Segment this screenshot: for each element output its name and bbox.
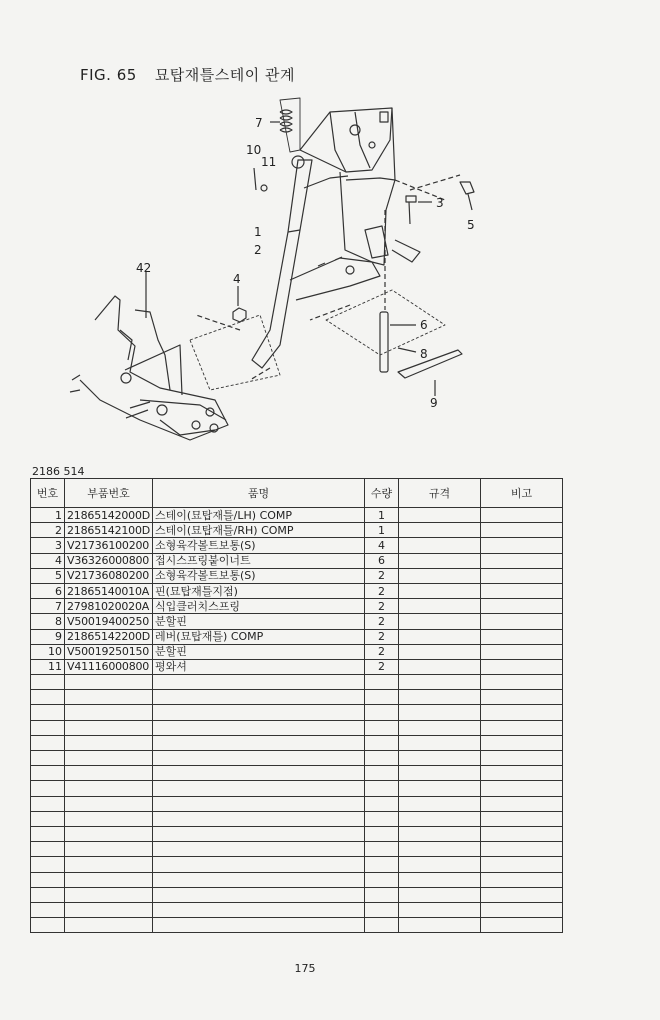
cell-spec <box>399 599 481 614</box>
table-row-empty <box>31 690 563 705</box>
empty-cell <box>31 826 65 841</box>
empty-cell <box>399 705 481 720</box>
empty-cell <box>399 902 481 917</box>
empty-cell <box>481 796 563 811</box>
empty-cell <box>65 735 153 750</box>
cell-no: 1 <box>31 508 65 523</box>
empty-cell <box>365 766 399 781</box>
cell-qty: 2 <box>365 629 399 644</box>
cell-remarks <box>481 553 563 568</box>
empty-cell <box>65 811 153 826</box>
table-row-empty <box>31 811 563 826</box>
figure-title: 묘탑재틀스테이 관계 <box>154 66 295 84</box>
document-number: 2186 514 <box>32 465 85 478</box>
cell-code: V21736100200 <box>65 538 153 553</box>
cell-remarks <box>481 614 563 629</box>
exploded-parts-diagram <box>0 90 660 465</box>
cell-spec <box>399 568 481 583</box>
table-row-empty <box>31 902 563 917</box>
parts-table <box>30 478 563 933</box>
empty-cell <box>481 842 563 857</box>
table-row-empty <box>31 842 563 857</box>
empty-cell <box>399 872 481 887</box>
callout-10: 10 <box>246 143 262 157</box>
empty-cell <box>31 720 65 735</box>
empty-cell <box>31 675 65 690</box>
empty-cell <box>31 796 65 811</box>
table-row <box>31 523 563 538</box>
table-row <box>31 538 563 553</box>
empty-cell <box>399 857 481 872</box>
empty-cell <box>365 872 399 887</box>
table-row-empty <box>31 872 563 887</box>
cell-spec <box>399 659 481 674</box>
empty-cell <box>399 826 481 841</box>
cell-qty: 2 <box>365 659 399 674</box>
cell-code: V36326000800 <box>65 553 153 568</box>
empty-cell <box>399 720 481 735</box>
empty-cell <box>153 826 365 841</box>
parts-table-body <box>31 508 563 933</box>
cell-no: 2 <box>31 523 65 538</box>
header-part-name: 품명 <box>153 479 365 508</box>
callout-2: 2 <box>254 243 262 257</box>
empty-cell <box>481 735 563 750</box>
cell-name: 핀(묘탑재틀지점) <box>153 583 365 598</box>
empty-cell <box>365 675 399 690</box>
figure-label: FIG. 65 <box>80 66 137 84</box>
empty-cell <box>481 720 563 735</box>
cell-code: 21865142200D <box>65 629 153 644</box>
empty-cell <box>399 735 481 750</box>
cell-no: 8 <box>31 614 65 629</box>
empty-cell <box>399 811 481 826</box>
table-row <box>31 629 563 644</box>
cell-qty: 1 <box>365 523 399 538</box>
empty-cell <box>65 902 153 917</box>
empty-cell <box>365 705 399 720</box>
table-row <box>31 553 563 568</box>
empty-cell <box>65 705 153 720</box>
cell-remarks <box>481 508 563 523</box>
empty-cell <box>31 842 65 857</box>
cell-qty: 2 <box>365 599 399 614</box>
empty-cell <box>153 735 365 750</box>
empty-cell <box>481 811 563 826</box>
table-row-empty <box>31 826 563 841</box>
cell-code: V41116000800 <box>65 659 153 674</box>
empty-cell <box>365 735 399 750</box>
callout-3: 3 <box>436 196 444 210</box>
cell-name: 레버(묘탑재틀) COMP <box>153 629 365 644</box>
empty-cell <box>65 857 153 872</box>
empty-cell <box>65 766 153 781</box>
empty-cell <box>365 811 399 826</box>
empty-cell <box>153 675 365 690</box>
cell-qty: 2 <box>365 614 399 629</box>
empty-cell <box>153 781 365 796</box>
callout-6: 6 <box>420 318 428 332</box>
empty-cell <box>31 811 65 826</box>
cell-no: 7 <box>31 599 65 614</box>
table-row <box>31 508 563 523</box>
empty-cell <box>153 766 365 781</box>
empty-cell <box>65 918 153 933</box>
cell-remarks <box>481 583 563 598</box>
callout-1: 1 <box>254 225 262 239</box>
empty-cell <box>399 918 481 933</box>
empty-cell <box>481 857 563 872</box>
callout-5: 5 <box>467 218 475 232</box>
empty-cell <box>31 735 65 750</box>
table-row-empty <box>31 918 563 933</box>
cell-no: 4 <box>31 553 65 568</box>
empty-cell <box>153 796 365 811</box>
cell-spec <box>399 614 481 629</box>
table-row <box>31 568 563 583</box>
cell-no: 9 <box>31 629 65 644</box>
empty-cell <box>153 690 365 705</box>
header-part-number: 부품번호 <box>65 479 153 508</box>
cell-no: 11 <box>31 659 65 674</box>
empty-cell <box>153 842 365 857</box>
cell-qty: 4 <box>365 538 399 553</box>
cell-qty: 2 <box>365 583 399 598</box>
cell-code: V50019400250 <box>65 614 153 629</box>
cell-no: 6 <box>31 583 65 598</box>
callout-11: 11 <box>261 155 277 169</box>
table-row <box>31 583 563 598</box>
cell-name: 소형육각볼트보통(S) <box>153 568 365 583</box>
empty-cell <box>399 675 481 690</box>
empty-cell <box>153 872 365 887</box>
callout-42: 42 <box>136 261 152 275</box>
empty-cell <box>65 781 153 796</box>
table-row-empty <box>31 705 563 720</box>
cell-remarks <box>481 599 563 614</box>
empty-cell <box>365 842 399 857</box>
empty-cell <box>481 766 563 781</box>
table-header-row <box>31 479 563 508</box>
table-row-empty <box>31 857 563 872</box>
empty-cell <box>481 675 563 690</box>
empty-cell <box>153 720 365 735</box>
cell-code: 21865142000D <box>65 508 153 523</box>
empty-cell <box>31 766 65 781</box>
cell-remarks <box>481 659 563 674</box>
cell-spec <box>399 508 481 523</box>
empty-cell <box>481 690 563 705</box>
table-row-empty <box>31 887 563 902</box>
cell-name: 분할핀 <box>153 644 365 659</box>
cell-spec <box>399 583 481 598</box>
page-number: 175 <box>294 962 316 975</box>
cell-no: 10 <box>31 644 65 659</box>
empty-cell <box>365 902 399 917</box>
header-spec: 규격 <box>399 479 481 508</box>
empty-cell <box>481 751 563 766</box>
cell-qty: 2 <box>365 644 399 659</box>
empty-cell <box>31 857 65 872</box>
empty-cell <box>153 751 365 766</box>
empty-cell <box>481 902 563 917</box>
empty-cell <box>399 887 481 902</box>
empty-cell <box>365 796 399 811</box>
header-no: 번호 <box>31 479 65 508</box>
empty-cell <box>365 887 399 902</box>
empty-cell <box>481 918 563 933</box>
callout-9: 9 <box>430 396 438 410</box>
empty-cell <box>65 842 153 857</box>
cell-name: 스테이(묘탑재틀/RH) COMP <box>153 523 365 538</box>
table-row-empty <box>31 766 563 781</box>
cell-code: 21865140010A <box>65 583 153 598</box>
table-row <box>31 614 563 629</box>
empty-cell <box>153 705 365 720</box>
cell-code: 27981020020A <box>65 599 153 614</box>
cell-qty: 1 <box>365 508 399 523</box>
callout-4: 4 <box>233 272 241 286</box>
table-row-empty <box>31 796 563 811</box>
empty-cell <box>399 690 481 705</box>
empty-cell <box>365 720 399 735</box>
table-row-empty <box>31 735 563 750</box>
empty-cell <box>399 796 481 811</box>
table-row-empty <box>31 720 563 735</box>
cell-no: 5 <box>31 568 65 583</box>
empty-cell <box>65 796 153 811</box>
cell-name: 스테이(묘탑재틀/LH) COMP <box>153 508 365 523</box>
empty-cell <box>31 781 65 796</box>
empty-cell <box>31 872 65 887</box>
cell-remarks <box>481 629 563 644</box>
empty-cell <box>399 751 481 766</box>
table-row <box>31 644 563 659</box>
empty-cell <box>399 766 481 781</box>
empty-cell <box>481 887 563 902</box>
cell-remarks <box>481 568 563 583</box>
empty-cell <box>153 902 365 917</box>
cell-name: 소형육각볼트보통(S) <box>153 538 365 553</box>
header-remarks: 비고 <box>481 479 563 508</box>
cell-spec <box>399 553 481 568</box>
empty-cell <box>65 751 153 766</box>
cell-name: 접시스프링붙이너트 <box>153 553 365 568</box>
empty-cell <box>481 872 563 887</box>
cell-spec <box>399 538 481 553</box>
empty-cell <box>365 826 399 841</box>
cell-remarks <box>481 644 563 659</box>
empty-cell <box>481 781 563 796</box>
empty-cell <box>481 826 563 841</box>
empty-cell <box>31 887 65 902</box>
cell-code: V50019250150 <box>65 644 153 659</box>
cell-name: 평와셔 <box>153 659 365 674</box>
cell-name: 식입클러치스프링 <box>153 599 365 614</box>
empty-cell <box>153 918 365 933</box>
empty-cell <box>365 781 399 796</box>
empty-cell <box>31 705 65 720</box>
empty-cell <box>399 842 481 857</box>
cell-code: 21865142100D <box>65 523 153 538</box>
empty-cell <box>365 857 399 872</box>
empty-cell <box>153 857 365 872</box>
empty-cell <box>65 690 153 705</box>
empty-cell <box>65 720 153 735</box>
empty-cell <box>65 826 153 841</box>
empty-cell <box>399 781 481 796</box>
header-quantity: 수량 <box>365 479 399 508</box>
callout-7: 7 <box>255 116 263 130</box>
empty-cell <box>481 705 563 720</box>
table-row <box>31 659 563 674</box>
cell-no: 3 <box>31 538 65 553</box>
page-title <box>80 64 295 85</box>
empty-cell <box>153 887 365 902</box>
empty-cell <box>31 918 65 933</box>
cell-remarks <box>481 538 563 553</box>
cell-spec <box>399 644 481 659</box>
empty-cell <box>31 690 65 705</box>
cell-code: V21736080200 <box>65 568 153 583</box>
empty-cell <box>65 872 153 887</box>
empty-cell <box>365 918 399 933</box>
table-row-empty <box>31 751 563 766</box>
cell-spec <box>399 523 481 538</box>
empty-cell <box>153 811 365 826</box>
table-row <box>31 599 563 614</box>
empty-cell <box>31 751 65 766</box>
empty-cell <box>365 751 399 766</box>
empty-cell <box>365 690 399 705</box>
callout-8: 8 <box>420 347 428 361</box>
empty-cell <box>65 887 153 902</box>
table-row-empty <box>31 781 563 796</box>
table-row-empty <box>31 675 563 690</box>
empty-cell <box>31 902 65 917</box>
cell-name: 분할핀 <box>153 614 365 629</box>
cell-remarks <box>481 523 563 538</box>
cell-qty: 2 <box>365 568 399 583</box>
cell-spec <box>399 629 481 644</box>
empty-cell <box>65 675 153 690</box>
cell-qty: 6 <box>365 553 399 568</box>
